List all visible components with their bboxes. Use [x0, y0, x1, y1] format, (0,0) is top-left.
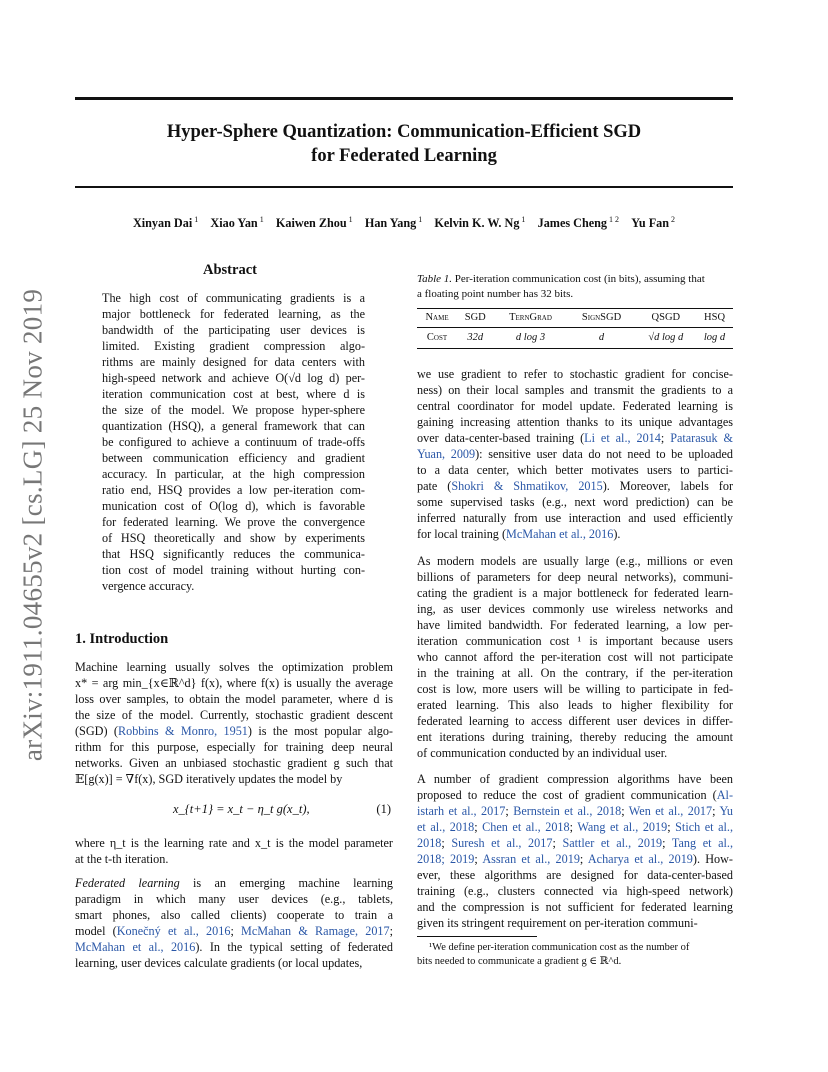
footnote-line-1: ¹We define per-iteration communication cost as the number of [429, 942, 690, 953]
text-line: cating the gradient is a major bottleneck for federated learn- [417, 586, 733, 600]
text-line: for local training (McMahan et al., 2016). [417, 527, 621, 541]
text-line: vergence accuracy. [102, 579, 195, 593]
text-line: iteration communication cost at best, where d is [102, 387, 365, 401]
citation-link[interactable]: McMahan et al., 2016 [75, 940, 196, 954]
text-line: that HSQ significantly reduces the communica- [102, 547, 365, 561]
footnote [417, 941, 733, 969]
citation-link[interactable]: Wang et al., 2019 [577, 820, 668, 834]
cost-table [417, 308, 733, 349]
text-line: to a data center, which better motivates users to partici- [417, 463, 733, 477]
citation-link[interactable]: Suresh et al., 2017 [451, 836, 553, 850]
text-line: cost is low, more users will be willing to participate in fed- [417, 682, 733, 696]
title-top-rule [75, 97, 733, 100]
text-line: for federated learning. We prove the convergence [102, 515, 365, 529]
table-header-cell: QSGD [636, 309, 697, 328]
text-line: training (e.g., clusters connected via high-speed network) [417, 884, 733, 898]
text-line: given its stringent requirement on per-iteration communi- [417, 916, 698, 930]
author-name: Han Yang [364, 216, 417, 231]
table-header-cell: SGD [457, 309, 493, 328]
citation-link[interactable]: Yu [719, 804, 734, 818]
citation-link[interactable]: Konečný et al., 2016 [116, 924, 231, 938]
text-line: munication cost of O(log d), which is favorable [102, 499, 365, 513]
citation-link[interactable]: Wen et al., 2017 [628, 804, 713, 818]
text-line: proposed to reduce the cost of gradient communication (Al- [417, 788, 733, 802]
equation-body: x_{t+1} = x_t − η_t g(x_t), [173, 802, 310, 816]
text-line: in the training at all. On the contrary, if the per-iteration [417, 666, 733, 680]
citation-link[interactable]: Patarasuk & [670, 431, 733, 445]
intro-paragraph-1 [75, 659, 393, 787]
citation-link[interactable]: Al- [716, 788, 733, 802]
author-affiliation: 2 [669, 215, 676, 224]
author-affiliation: 1 [192, 215, 199, 224]
text-line: The high cost of communicating gradients is a [102, 291, 365, 305]
table-caption [417, 272, 733, 302]
citation-link[interactable]: Shokri & Shmatikov, 2015 [451, 479, 603, 493]
text-line: of communication conducted by an individual user. [417, 746, 668, 760]
text-line: learning, user devices calculate gradients (or local updates, [75, 956, 363, 970]
citation-link[interactable]: istarh et al., 2017 [417, 804, 506, 818]
text-line: (SGD) (Robbins & Monro, 1951) is the most popular algo- [75, 724, 393, 738]
author-name: Kaiwen Zhou [275, 216, 347, 231]
text-line: ness) on their local samples and transmit the gradients to a [417, 383, 733, 397]
text-line: paradigm in which many user devices (e.g., tablets, [75, 892, 393, 906]
arxiv-stamp[interactable] [15, 290, 51, 760]
abstract-heading: Abstract [203, 262, 257, 278]
title-bottom-rule [75, 186, 733, 188]
citation-link[interactable]: 2018; 2019 [417, 852, 475, 866]
text-line: As modern models are usually large (e.g., millions or even [417, 554, 733, 568]
author-name: James Cheng [537, 216, 608, 231]
citation-link[interactable]: et al., 2018 [417, 820, 475, 834]
author-affiliation: 1 [519, 215, 526, 224]
footnote-line-2: bits needed to communicate a gradient g ∈ ℝ^d. [417, 956, 622, 967]
citation-link[interactable]: Yuan, 2009 [417, 447, 476, 461]
table-cell: Cost [417, 328, 457, 349]
intro-heading: 1. Introduction [75, 631, 169, 647]
author-name: Yu Fan [631, 216, 670, 231]
citation-link[interactable]: McMahan et al., 2016 [506, 527, 614, 541]
text-line: istarh et al., 2017; Bernstein et al., 2018; Wen et al., 2017; Yu [417, 804, 734, 818]
citation-link[interactable]: Assran et al., 2019 [482, 852, 580, 866]
table-row [417, 328, 733, 349]
text-line: major bottleneck for federated learning, as the [102, 307, 365, 321]
table-cell: d [568, 328, 636, 349]
text-line: 2018; Suresh et al., 2017; Sattler et al., 2019; Tang et al., [417, 836, 734, 850]
right-paragraph-1 [417, 366, 733, 542]
caption-line-2: a floating point number has 32 bits. [417, 288, 574, 300]
text-line: iteration communication cost ¹ is important because users [417, 634, 733, 648]
citation-link[interactable]: Acharya et al., 2019 [587, 852, 693, 866]
citation-link[interactable]: Bernstein et al., 2018 [513, 804, 622, 818]
text-line: we use gradient to refer to stochastic gradient for concise- [417, 367, 733, 381]
text-line: smart phones, also called clients) cooperate to train a [75, 908, 393, 922]
citation-link[interactable]: Stich et al., [675, 820, 734, 834]
author-affiliation: 1 [346, 215, 353, 224]
caption-line-1 [417, 272, 733, 287]
text-line: of HSQ theoretically and show by experiments [102, 531, 365, 545]
title-line-1: Hyper-Sphere Quantization: Communication-Efficient SGD [166, 122, 642, 142]
text-line: ent iterations during training, thereby reducing the amount [417, 730, 733, 744]
arxiv-id[interactable]: arXiv:1911.04655v2 [cs.LG] 25 Nov 2019 [17, 288, 48, 762]
citation-link[interactable]: Li et al., 2014 [584, 431, 661, 445]
author-affiliation: 1 2 [607, 215, 620, 224]
text-line: networks. Given an unbiased stochastic gradient g such that [75, 756, 393, 770]
text-line: limited. Existing gradient compression algo- [102, 339, 365, 353]
author-name: Kelvin K. W. Ng [434, 216, 520, 231]
text-line: 𝔼[g(x)] = ∇f(x), SGD iteratively updates the model by [75, 772, 343, 786]
text-line: erated learning. This also leads to higher flexibility for [417, 698, 733, 712]
text-line: billions of parameters for deep neural networks), communi- [417, 570, 733, 584]
text-line: ing, as user devices commonly use wireless networks and [417, 602, 733, 616]
text-line: bandwidth of the participating user devices is [102, 323, 365, 337]
table-header-cell: HSQ [696, 309, 733, 328]
intro-paragraph-3 [75, 875, 393, 971]
text-line: pate (Shokri & Shmatikov, 2015). Moreover, labels for [417, 479, 734, 493]
author-affiliation: 1 [416, 215, 423, 224]
text-line: rithm for this purpose, especially for training deep neural [75, 740, 393, 754]
citation-link[interactable]: Chen et al., 2018 [482, 820, 570, 834]
author-name: Xiao Yan [210, 216, 258, 231]
text-line: and the compression is not sufficient for federated learning [417, 900, 733, 914]
caption-label: Table 1. [417, 273, 453, 285]
text-line: the size of the model. Currently, stochastic gradient descent [75, 708, 393, 722]
text-line: Machine learning usually solves the optimization problem [75, 660, 393, 674]
table-cell: d log 3 [493, 328, 567, 349]
equation-number: (1) [376, 802, 391, 816]
text-line: who cannot afford the per-iteration cost will not participate [417, 650, 733, 664]
author-name: Xinyan Dai [132, 216, 193, 231]
text-line: McMahan et al., 2016). In the typical setting of federated [75, 940, 393, 954]
text-line: be configured to achieve a continuum of trade-offs [102, 435, 365, 449]
table-header-cell: TernGrad [493, 309, 567, 328]
text-line: where η_t is the learning rate and x_t is the model parameter [75, 836, 393, 850]
table-cell: log d [696, 328, 733, 349]
text-line: loss over samples, to obtain the model parameter, where d is [75, 692, 393, 706]
text-line: Yuan, 2009): sensitive user data do not need to be uploaded [417, 447, 733, 461]
text-line: accuracy. In particular, at the high compression [102, 467, 365, 481]
text-line: Federated learning is an emerging machine learning [75, 876, 393, 890]
text-line: some supervised tasks (e.g., next word prediction) can be [417, 495, 733, 509]
citation-link[interactable]: Robbins & Monro, 1951 [117, 724, 248, 738]
text-line: have limited bandwidth. For federated learning, a low per- [417, 618, 733, 632]
paper-title [75, 120, 733, 168]
right-paragraph-3 [417, 771, 733, 931]
text-line: the size of the model. We propose hyper-sphere [102, 403, 365, 417]
text-line: federated learning to access different user devices in differ- [417, 714, 733, 728]
text-line: between communication efficiency and gradient [102, 451, 365, 465]
table-cell: 32d [457, 328, 493, 349]
citation-link[interactable]: Tang et al., [671, 836, 734, 850]
text-line: inferred naturally from use interaction and used efficiently [417, 511, 733, 525]
text-line: at the t-th iteration. [75, 852, 169, 866]
text-line: x* = arg min_{x∈ℝ^d} f(x), where f(x) is usually the average [75, 676, 393, 690]
text-line: ratio end, HSQ provides a low per-iteration com- [102, 483, 365, 497]
citation-link[interactable]: 2018 [417, 836, 442, 850]
intro-paragraph-2 [75, 835, 393, 867]
table-header-cell: SignSGD [568, 309, 636, 328]
text-line: ever, these algorithms are designed for data-center-based [417, 868, 733, 882]
text-line: tion cost of model training without hurting con- [102, 563, 365, 577]
text-line: rithms are mainly designed for data centers with [102, 355, 365, 369]
text-line: A number of gradient compression algorithms have been [417, 772, 733, 786]
text-line: et al., 2018; Chen et al., 2018; Wang et al., 2019; Stich et al., [417, 820, 734, 834]
footnote-rule [417, 936, 537, 937]
right-paragraph-2 [417, 553, 733, 761]
citation-link[interactable]: McMahan & Ramage, 2017 [241, 924, 390, 938]
text-line: 2018; 2019; Assran et al., 2019; Acharya et al., 2019). How- [417, 852, 733, 866]
table-cell: √d log d [636, 328, 697, 349]
title-line-2: for Federated Learning [311, 146, 497, 166]
author-affiliation: 1 [257, 215, 264, 224]
table-header-cell: Name [417, 309, 457, 328]
text-line: quantization (HSQ), a general framework that can [102, 419, 365, 433]
text-line: gaining increasing attention thanks to its unique advantages [417, 415, 733, 429]
abstract-body [102, 290, 365, 594]
text-line: over data-center-based training (Li et al., 2014; Patarasuk & [417, 431, 733, 445]
text-line: model (Konečný et al., 2016; McMahan & Ramage, 2017; [75, 924, 393, 938]
author-list [75, 215, 733, 231]
text-line: central coordinator for model update. Federated learning is [417, 399, 733, 413]
caption-text-1: Per-iteration communication cost (in bits), assuming that [452, 273, 705, 285]
text-line: high-speed network and achieve O(√d log d) per- [102, 371, 365, 385]
table-header-row [417, 309, 733, 328]
citation-link[interactable]: Sattler et al., 2019 [562, 836, 663, 850]
